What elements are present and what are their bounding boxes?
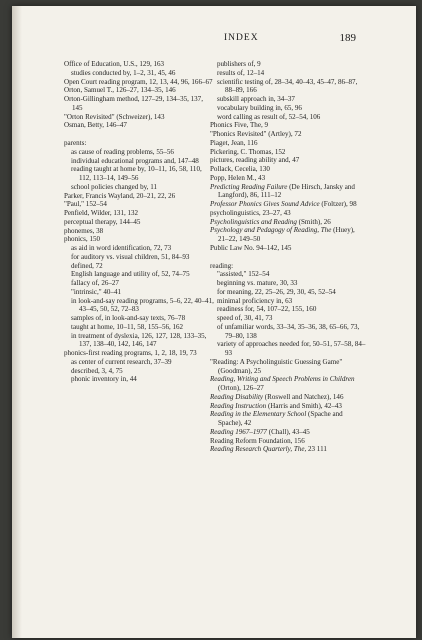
book-title: Reading, Writing and Speech Problems in Children	[210, 375, 355, 384]
index-entry: Osman, Betty, 146–47	[64, 121, 127, 130]
index-entry	[210, 393, 366, 402]
index-entry: Open Court reading program, 12, 13, 44, 96, 166–67	[64, 77, 213, 86]
entry-detail: (Huey), 21–22, 149–50	[218, 226, 355, 243]
index-heading: INDEX	[224, 33, 259, 43]
index-subentry: fallacy of, 26–27	[71, 279, 119, 287]
index-entry	[210, 183, 366, 201]
index-entry: "Phonics Revisited" (Artley), 72	[210, 130, 302, 138]
index-subentry: studies conducted by, 1–2, 31, 45, 46	[71, 68, 176, 77]
entry-detail: (Harris and Smith), 42–43	[266, 401, 342, 410]
index-entry	[210, 200, 366, 209]
index-entry: Office of Education, U.S., 129, 163	[64, 60, 165, 68]
entry-detail: 23 111	[306, 445, 327, 454]
index-subentry: English language and utility of, 52, 74–75	[71, 270, 190, 279]
index-entry: Piaget, Jean, 116	[210, 138, 258, 147]
index-subentry: for auditory vs. visual children, 51, 84–93	[71, 252, 190, 261]
index-entry: Orton-Gillingham method, 127–29, 134–35, 137, 145	[64, 95, 203, 112]
index-entry: Penfield, Wilder, 131, 132	[64, 209, 139, 217]
entry-detail: (De Hirsch, Jansky and Langford), 86, 111–12	[218, 182, 355, 200]
index-entry: phonics-first reading programs, 1, 2, 18, 19, 73	[64, 349, 197, 357]
index-subentry: as aid in word identification, 72, 73	[71, 244, 172, 252]
index-entry: Pickering, C. Thomas, 152	[210, 147, 286, 156]
index-entry	[210, 375, 366, 393]
page-gutter-shadow	[12, 6, 22, 638]
index-subentry: in treatment of dyslexia, 126, 127, 128, 133–35, 137, 138–40, 142, 146, 147	[71, 331, 207, 349]
entry-detail: (Foltzer), 98	[319, 200, 357, 208]
index-entry: "Orton Revisited" (Schweizer), 143	[64, 112, 165, 121]
index-subentry: individual educational programs and, 147–48	[71, 156, 199, 165]
index-subentry: "assisted," 152–54	[217, 270, 270, 279]
index-entry: phonemes, 38	[64, 226, 104, 235]
book-title: Professor Phonics Gives Sound Advice	[210, 200, 320, 208]
index-subentry: "intrinsic," 40–41	[71, 287, 121, 296]
entry-detail: (Roswell and Natchez), 146	[263, 392, 344, 401]
book-title: Reading Disability	[210, 392, 264, 401]
index-entry: "Reading: A Psycholinguistic Guessing Game" (Goodman), 25	[210, 357, 343, 375]
index-subentry: minimal proficiency in, 63	[217, 296, 293, 305]
index-entry: Public Law No. 94–142, 145	[210, 243, 292, 252]
index-subentry: school policies changed by, 11	[71, 182, 157, 191]
index-subentry: beginning vs. mature, 30, 33	[217, 279, 298, 287]
entry-detail: (Chall), 43–45	[266, 427, 310, 436]
index-entry: pictures, reading ability and, 47	[210, 156, 300, 165]
book-title: Reading in the Elementary School	[210, 410, 307, 419]
entry-detail: (Smith), 26	[296, 217, 331, 226]
index-subentry: scientific testing of, 28–34, 40–43, 45–47, 86–87, 88–89, 166	[217, 77, 358, 95]
index-entry	[210, 402, 366, 411]
index-entry: parents:	[64, 139, 87, 147]
index-subentry: variety of approaches needed for, 50–51, 57–58, 84–93	[217, 340, 366, 357]
index-subentry: readiness for, 54, 107–22, 155, 160	[217, 305, 317, 314]
index-entry: Orton, Samuel T., 126–27, 134–35, 146	[64, 86, 176, 95]
book-title: Reading Instruction	[210, 401, 267, 410]
running-head	[12, 33, 416, 47]
index-entry	[210, 445, 366, 454]
entry-detail: (Spache and Spache), 42	[218, 410, 343, 427]
index-subentry: speed of, 30, 41, 73	[217, 314, 273, 322]
index-entry: Parker, Francis Wayland, 20–21, 22, 26	[64, 191, 176, 200]
index-subentry: word calling as result of, 52–54, 106	[217, 112, 321, 121]
index-subentry: publishers of, 9	[217, 60, 261, 68]
index-subentry: as cause of reading problems, 55–56	[71, 147, 174, 156]
index-subentry: subskill approach in, 34–37	[217, 95, 295, 103]
index-entry: Reading Reform Foundation, 156	[210, 436, 305, 445]
index-entry: Popp, Helen M., 43	[210, 173, 266, 182]
entry-detail: (Orton), 126–27	[218, 384, 264, 392]
section-gap	[64, 130, 214, 139]
section-gap	[210, 253, 366, 262]
index-entry: reading:	[210, 261, 234, 270]
index-subentry: of unfamiliar words, 33–34, 35–36, 38, 65–66, 73, 79–80, 138	[217, 322, 360, 340]
index-entry	[210, 218, 366, 227]
index-entry: Pollack, Cecelia, 130	[210, 165, 270, 173]
index-subentry: reading taught at home by, 10–11, 16, 58, 110, 112, 113–14, 149–56	[71, 165, 202, 182]
index-entry	[210, 410, 366, 428]
index-subentry: in look-and-say reading programs, 5–6, 22, 40–41, 43–45, 50, 52, 72–83	[71, 296, 214, 314]
index-column-left	[64, 60, 214, 384]
book-title: Reading 1967–1977	[210, 427, 267, 436]
index-entry: phonics, 150	[64, 235, 101, 244]
book-page	[12, 6, 416, 638]
index-column-right	[210, 60, 366, 454]
index-subentry: samples of, in look-and-say texts, 76–78	[71, 314, 186, 322]
index-subentry: as center of current research, 37–39	[71, 357, 172, 366]
book-title: Predicting Reading Failure	[210, 182, 288, 191]
index-entry	[210, 428, 366, 437]
index-entry: psycholinguistics, 23–27, 43	[210, 208, 291, 217]
index-subentry: vocabulary building in, 65, 96	[217, 103, 302, 112]
index-subentry: taught at home, 10–11, 58, 155–56, 162	[71, 322, 184, 331]
index-subentry: described, 3, 4, 75	[71, 366, 123, 375]
book-title: Psychology and Pedagogy of Reading, The	[210, 226, 332, 235]
index-entry: Phonics Five, The, 9	[210, 121, 269, 130]
index-subentry: phonic inventory in, 44	[71, 375, 137, 384]
book-title: Reading Research Quarterly, The,	[210, 445, 307, 454]
index-entry: perceptual therapy, 144–45	[64, 217, 141, 226]
index-entry: "Paul," 152–54	[64, 200, 107, 209]
index-subentry: for meaning, 22, 25–26, 29, 30, 45, 52–54	[217, 287, 336, 296]
index-subentry: results of, 12–14	[217, 68, 265, 77]
index-entry	[210, 226, 366, 244]
index-subentry: defined, 72	[71, 261, 103, 270]
page-number: 189	[339, 32, 356, 44]
book-title: Psycholinguistics and Reading	[210, 217, 297, 226]
